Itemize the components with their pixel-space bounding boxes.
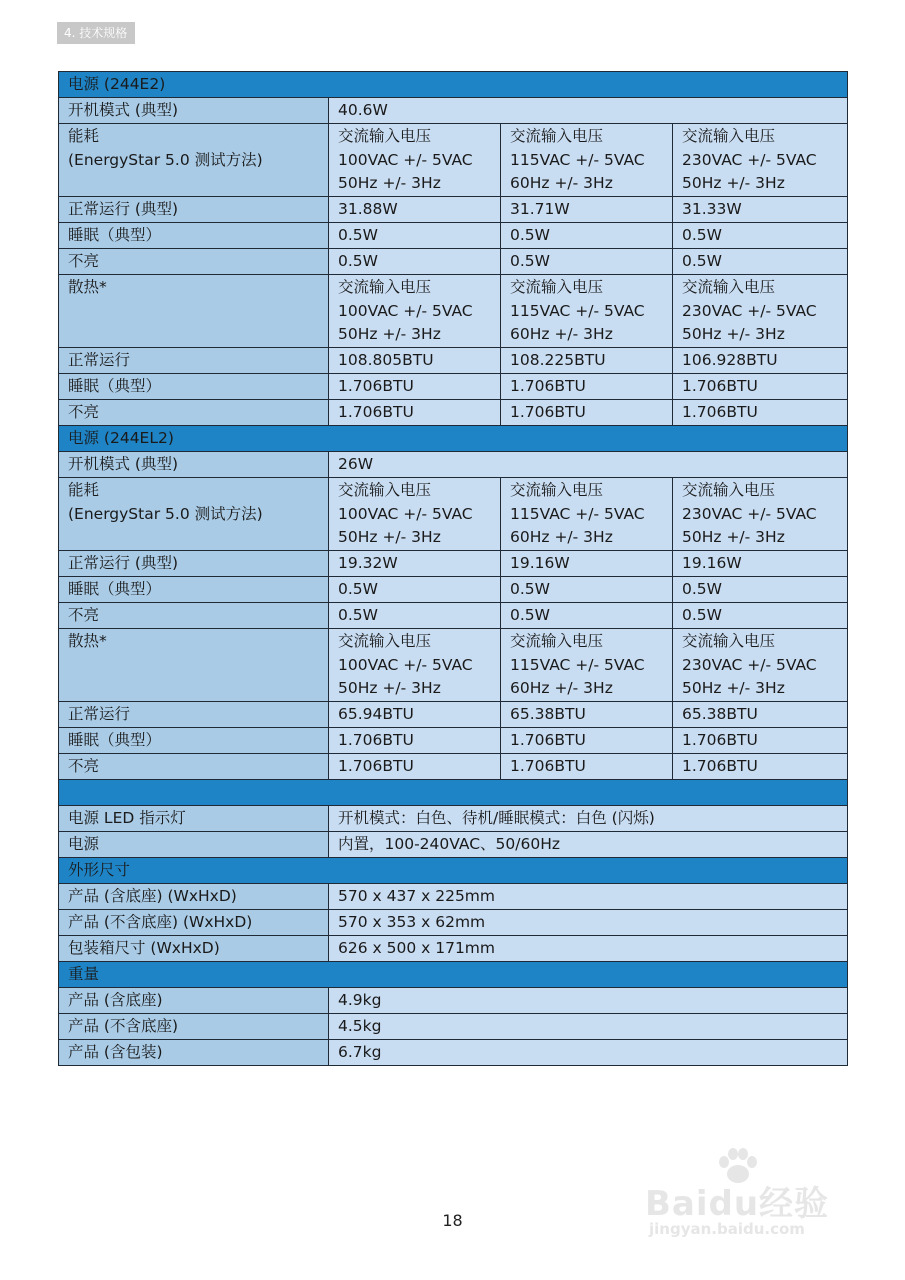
spec-value: 1.706BTU (673, 374, 848, 400)
section-header-row (59, 962, 848, 988)
spec-value: 570 x 353 x 62mm (329, 910, 848, 936)
section-header: 电源 (244EL2) (59, 426, 848, 452)
spec-label: 能耗 (EnergyStar 5.0 测试方法) (59, 124, 329, 197)
spec-label: 不亮 (59, 603, 329, 629)
spec-value: 1.706BTU (329, 728, 501, 754)
spec-value: 0.5W (501, 223, 673, 249)
spec-value: 19.16W (673, 551, 848, 577)
spec-value: 1.706BTU (329, 754, 501, 780)
spec-value: 交流输入电压 230VAC +/- 5VAC 50Hz +/- 3Hz (673, 124, 848, 197)
spec-value: 1.706BTU (501, 374, 673, 400)
spec-row (59, 832, 848, 858)
spec-row (59, 249, 848, 275)
spec-row (59, 374, 848, 400)
spec-label: 正常运行 (59, 702, 329, 728)
spec-table (58, 71, 848, 1066)
spec-row (59, 936, 848, 962)
spec-value: 31.33W (673, 197, 848, 223)
spec-value: 65.94BTU (329, 702, 501, 728)
spec-label: 产品 (不含底座) (WxHxD) (59, 910, 329, 936)
spec-label: 散热* (59, 275, 329, 348)
spec-label: 正常运行 (典型) (59, 551, 329, 577)
spec-value: 108.805BTU (329, 348, 501, 374)
spec-row (59, 275, 848, 348)
spec-label: 睡眠（典型） (59, 728, 329, 754)
section-header-row (59, 72, 848, 98)
spec-row (59, 603, 848, 629)
spec-value: 0.5W (501, 603, 673, 629)
spec-row (59, 728, 848, 754)
spec-value: 1.706BTU (673, 400, 848, 426)
spec-value: 内置，100-240VAC、50/60Hz (329, 832, 848, 858)
spec-value: 交流输入电压 230VAC +/- 5VAC 50Hz +/- 3Hz (673, 275, 848, 348)
spec-value: 交流输入电压 230VAC +/- 5VAC 50Hz +/- 3Hz (673, 478, 848, 551)
spec-value: 65.38BTU (673, 702, 848, 728)
spec-value: 0.5W (329, 223, 501, 249)
spec-label: 电源 (59, 832, 329, 858)
spec-value: 交流输入电压 100VAC +/- 5VAC 50Hz +/- 3Hz (329, 124, 501, 197)
spec-value: 0.5W (501, 577, 673, 603)
spec-label: 正常运行 (59, 348, 329, 374)
spec-label: 不亮 (59, 400, 329, 426)
blank-separator (59, 780, 848, 806)
spec-row (59, 577, 848, 603)
spec-value: 交流输入电压 115VAC +/- 5VAC 60Hz +/- 3Hz (501, 124, 673, 197)
spec-value: 570 x 437 x 225mm (329, 884, 848, 910)
spec-label: 睡眠（典型） (59, 223, 329, 249)
spec-label: 产品 (不含底座) (59, 1014, 329, 1040)
spec-value: 1.706BTU (501, 728, 673, 754)
spec-value: 4.5kg (329, 1014, 848, 1040)
spec-value: 0.5W (329, 249, 501, 275)
spec-value: 交流输入电压 100VAC +/- 5VAC 50Hz +/- 3Hz (329, 478, 501, 551)
spec-value: 交流输入电压 100VAC +/- 5VAC 50Hz +/- 3Hz (329, 629, 501, 702)
spec-value: 交流输入电压 100VAC +/- 5VAC 50Hz +/- 3Hz (329, 275, 501, 348)
spec-value: 65.38BTU (501, 702, 673, 728)
spec-label: 睡眠（典型） (59, 577, 329, 603)
spec-value: 4.9kg (329, 988, 848, 1014)
spec-value: 0.5W (329, 603, 501, 629)
section-header-row (59, 858, 848, 884)
section-header: 外形尺寸 (59, 858, 848, 884)
spec-label: 产品 (含底座) (59, 988, 329, 1014)
spec-row (59, 452, 848, 478)
spec-row (59, 754, 848, 780)
spec-value: 1.706BTU (501, 400, 673, 426)
spec-row (59, 223, 848, 249)
spec-value: 0.5W (329, 577, 501, 603)
spec-row (59, 988, 848, 1014)
section-header-row (59, 426, 848, 452)
spec-row (59, 124, 848, 197)
spec-label: 能耗 (EnergyStar 5.0 测试方法) (59, 478, 329, 551)
spec-value: 40.6W (329, 98, 848, 124)
spec-row (59, 629, 848, 702)
spec-value: 108.225BTU (501, 348, 673, 374)
spec-label: 开机模式 (典型) (59, 98, 329, 124)
spec-label: 正常运行 (典型) (59, 197, 329, 223)
spec-value: 1.706BTU (673, 728, 848, 754)
baidu-watermark (645, 1148, 855, 1248)
spec-value: 0.5W (673, 223, 848, 249)
spec-label: 不亮 (59, 249, 329, 275)
spec-value: 1.706BTU (329, 374, 501, 400)
spec-label: 产品 (含包装) (59, 1040, 329, 1066)
spec-value: 0.5W (673, 603, 848, 629)
spec-value: 626 x 500 x 171mm (329, 936, 848, 962)
spec-label: 开机模式 (典型) (59, 452, 329, 478)
watermark-brand: Baidu经验 (645, 1184, 830, 1224)
spec-row (59, 1014, 848, 1040)
spec-row (59, 478, 848, 551)
spec-value: 19.16W (501, 551, 673, 577)
section-header: 重量 (59, 962, 848, 988)
spec-value: 1.706BTU (329, 400, 501, 426)
spec-row (59, 910, 848, 936)
spec-value: 0.5W (673, 577, 848, 603)
spec-label: 散热* (59, 629, 329, 702)
spec-value: 交流输入电压 115VAC +/- 5VAC 60Hz +/- 3Hz (501, 275, 673, 348)
spec-row (59, 197, 848, 223)
spec-value: 6.7kg (329, 1040, 848, 1066)
spec-value: 19.32W (329, 551, 501, 577)
spec-row (59, 400, 848, 426)
spec-label: 产品 (含底座) (WxHxD) (59, 884, 329, 910)
spec-row (59, 780, 848, 806)
spec-value: 开机模式：白色、待机/睡眠模式：白色 (闪烁) (329, 806, 848, 832)
watermark-url: jingyan.baidu.com (649, 1220, 805, 1238)
spec-value: 交流输入电压 115VAC +/- 5VAC 60Hz +/- 3Hz (501, 629, 673, 702)
spec-value: 31.88W (329, 197, 501, 223)
section-header: 电源 (244E2) (59, 72, 848, 98)
spec-value: 交流输入电压 230VAC +/- 5VAC 50Hz +/- 3Hz (673, 629, 848, 702)
spec-label: 电源 LED 指示灯 (59, 806, 329, 832)
spec-row (59, 348, 848, 374)
spec-value: 0.5W (673, 249, 848, 275)
spec-value: 106.928BTU (673, 348, 848, 374)
spec-row (59, 702, 848, 728)
page-number: 18 (442, 1211, 463, 1230)
spec-row (59, 98, 848, 124)
spec-value: 1.706BTU (673, 754, 848, 780)
spec-value: 交流输入电压 115VAC +/- 5VAC 60Hz +/- 3Hz (501, 478, 673, 551)
spec-value: 0.5W (501, 249, 673, 275)
spec-row (59, 551, 848, 577)
spec-value: 1.706BTU (501, 754, 673, 780)
spec-row (59, 806, 848, 832)
spec-row (59, 884, 848, 910)
section-tab: 4. 技术规格 (57, 22, 135, 44)
spec-value: 26W (329, 452, 848, 478)
spec-label: 包装箱尺寸 (WxHxD) (59, 936, 329, 962)
spec-label: 睡眠（典型） (59, 374, 329, 400)
spec-row (59, 1040, 848, 1066)
spec-value: 31.71W (501, 197, 673, 223)
spec-label: 不亮 (59, 754, 329, 780)
